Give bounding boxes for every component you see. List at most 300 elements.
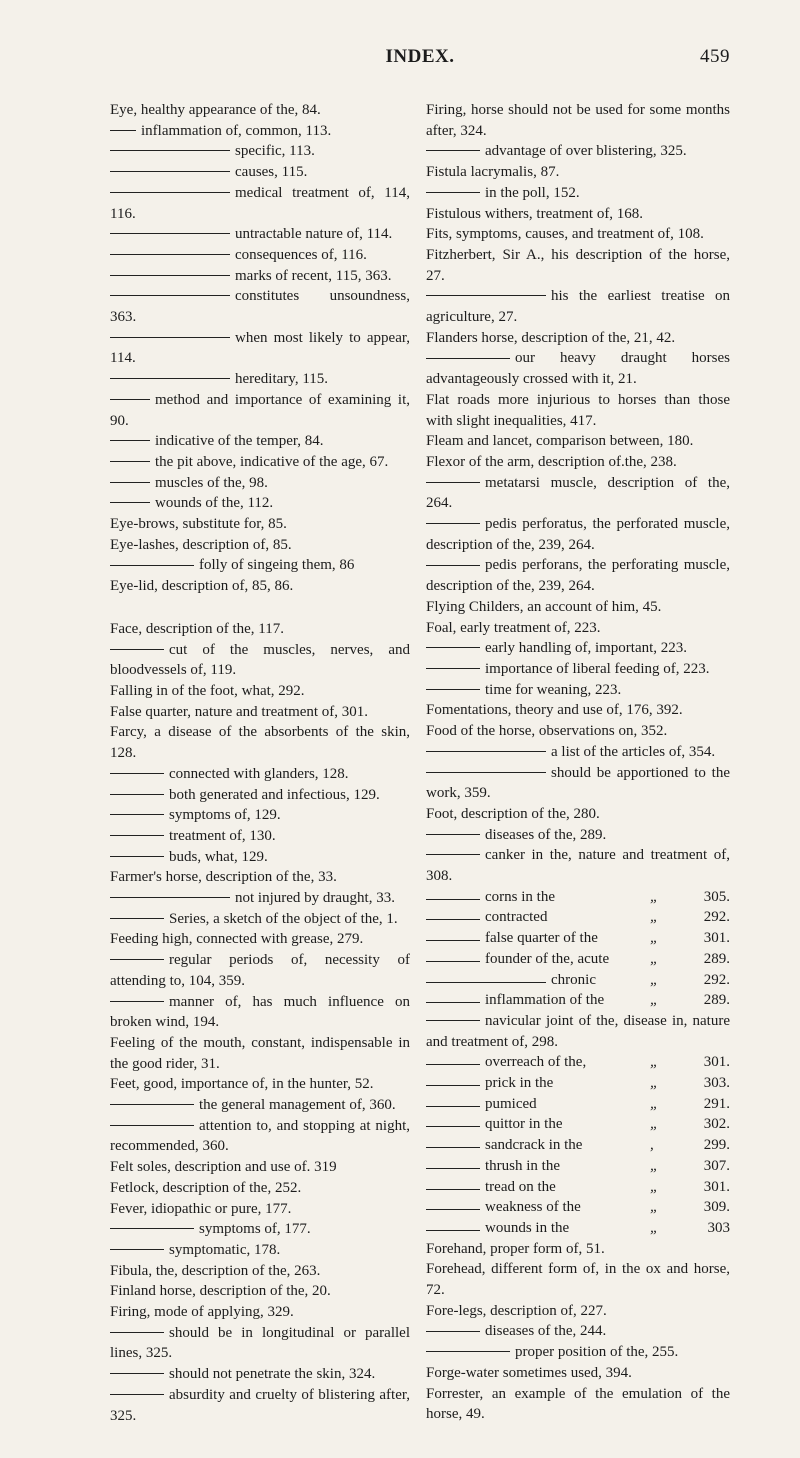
entry-text: founder of the, acute xyxy=(485,950,610,967)
index-entry xyxy=(426,1239,730,1260)
entry-text: Flanders horse, description of the, 21, 42. xyxy=(426,329,676,346)
entry-text: Feet, good, importance of, in the hunter, 52. xyxy=(110,1076,374,1093)
entry-text: wounds in the xyxy=(485,1219,570,1236)
entry-text: specific, 113. xyxy=(235,143,315,160)
index-column-right xyxy=(426,100,730,1425)
ditto-mark: „ xyxy=(650,1095,659,1112)
index-subentry xyxy=(110,847,410,868)
index-subentry xyxy=(110,473,410,494)
index-subentry xyxy=(110,1219,410,1240)
entry-text: False quarter, nature and treatment of, 301. xyxy=(110,703,369,720)
entry-text: Feeding high, connected with grease, 279. xyxy=(110,931,364,948)
index-subentry xyxy=(426,763,730,804)
entry-text: a list of the articles of, 354. xyxy=(551,743,716,760)
ditto-rule xyxy=(426,982,546,983)
index-entry xyxy=(110,1281,410,1302)
index-subentry xyxy=(110,950,410,991)
ditto-rule xyxy=(110,337,230,338)
ditto-rule xyxy=(110,856,164,857)
entry-text: tread on the xyxy=(485,1178,556,1195)
index-entry xyxy=(110,1302,410,1323)
entry-text: overreach of the, xyxy=(485,1054,587,1071)
entry-text: symptomatic, 178. xyxy=(169,1241,281,1258)
entry-text: inflammation of, common, 113. xyxy=(141,122,332,139)
entry-text: wounds of the, 112. xyxy=(155,495,274,512)
ditto-rule xyxy=(426,1189,480,1190)
entry-text: symptoms of, 129. xyxy=(169,807,281,824)
index-entry xyxy=(426,431,730,452)
ditto-rule xyxy=(426,919,480,920)
running-title: INDEX. xyxy=(385,46,455,67)
index-subentry xyxy=(110,1323,410,1364)
page-reference: 301. xyxy=(703,930,730,947)
ditto-rule xyxy=(426,1168,480,1169)
entry-text: time for weaning, 223. xyxy=(485,681,622,698)
index-subentry xyxy=(110,909,410,930)
index-subentry xyxy=(110,266,410,287)
index-subentry xyxy=(426,348,730,389)
index-entry xyxy=(110,867,410,888)
index-subentry xyxy=(426,555,730,596)
entry-text: Series, a sketch of the object of the, 1. xyxy=(169,910,398,927)
ditto-rule xyxy=(426,192,480,193)
entry-text: should not penetrate the skin, 324. xyxy=(169,1366,376,1383)
ditto-rule xyxy=(110,461,150,462)
ditto-rule xyxy=(426,482,480,483)
page-reference: 289. xyxy=(703,992,730,1009)
index-subentry xyxy=(426,949,730,970)
entry-text: Eye-lashes, description of, 85. xyxy=(110,536,292,553)
index-entry xyxy=(110,100,410,121)
index-subentry xyxy=(110,805,410,826)
ditto-rule xyxy=(110,440,150,441)
entry-text: should be in longitudinal or parallel lines, 325. xyxy=(110,1324,410,1362)
index-subentry xyxy=(426,1177,730,1198)
index-subentry xyxy=(110,992,410,1033)
index-subentry xyxy=(110,286,410,327)
entry-text: the general management of, 360. xyxy=(199,1097,396,1114)
ditto-rule xyxy=(110,171,230,172)
ditto-rule xyxy=(426,1230,480,1231)
index-subentry xyxy=(110,431,410,452)
entry-text: should be apportioned to the work, 359. xyxy=(426,764,730,802)
entry-text: muscles of the, 98. xyxy=(155,474,268,491)
ditto-rule xyxy=(426,854,480,855)
ditto-rule xyxy=(426,689,480,690)
index-subentry xyxy=(110,245,410,266)
index-entry xyxy=(110,619,410,640)
ditto-rule xyxy=(110,959,164,960)
ditto-mark: „ xyxy=(650,1199,659,1216)
index-subentry xyxy=(110,328,410,369)
ditto-mark: „ xyxy=(650,1219,659,1236)
index-entry xyxy=(426,1384,730,1425)
index-column-left xyxy=(110,100,410,1426)
index-subentry xyxy=(426,659,730,680)
ditto-rule xyxy=(110,130,136,131)
entry-text: Flat roads more injurious to horses than those with slight inequalities, 417. xyxy=(426,391,730,429)
index-entry xyxy=(426,618,730,639)
ditto-mark: „ xyxy=(650,888,659,905)
index-subentry xyxy=(426,1135,730,1156)
index-entry xyxy=(110,1261,410,1282)
index-subentry xyxy=(426,1052,730,1073)
entry-text: Fibula, the, description of the, 263. xyxy=(110,1262,321,1279)
index-subentry xyxy=(110,1385,410,1426)
index-entry xyxy=(426,1301,730,1322)
entry-text: absurdity and cruelty of blistering after, 325. xyxy=(110,1386,410,1424)
page-reference: 301. xyxy=(703,1178,730,1195)
index-entry xyxy=(110,1033,410,1074)
ditto-rule xyxy=(110,233,230,234)
entry-text: proper position of the, 255. xyxy=(515,1344,679,1361)
entry-text: Face, description of the, 117. xyxy=(110,620,284,637)
ditto-mark: „ xyxy=(650,992,659,1009)
page-reference: 292. xyxy=(703,909,730,926)
ditto-rule xyxy=(110,835,164,836)
index-subentry xyxy=(426,887,730,908)
entry-text: constitutes unsoundness, 363. xyxy=(110,288,410,326)
index-subentry xyxy=(110,369,410,390)
ditto-mark: „ xyxy=(650,1054,659,1071)
entry-text: Forehand, proper form of, 51. xyxy=(426,1240,605,1257)
ditto-rule xyxy=(110,814,164,815)
entry-text: diseases of the, 289. xyxy=(485,826,607,843)
index-subentry xyxy=(426,141,730,162)
ditto-rule xyxy=(426,1147,480,1148)
entry-text: in the poll, 152. xyxy=(485,184,580,201)
page-reference: 291. xyxy=(703,1095,730,1112)
ditto-rule xyxy=(426,1020,480,1021)
ditto-rule xyxy=(110,150,230,151)
index-entry xyxy=(110,702,410,723)
index-entry xyxy=(110,681,410,702)
index-subentry xyxy=(426,825,730,846)
entry-text: Eye-lid, description of, 85, 86. xyxy=(110,578,294,595)
index-entry xyxy=(426,452,730,473)
ditto-rule xyxy=(110,773,164,774)
entry-text: Farcy, a disease of the absorbents of the skin, 128. xyxy=(110,724,410,762)
index-entry xyxy=(426,804,730,825)
ditto-rule xyxy=(110,649,164,650)
index-entry xyxy=(426,597,730,618)
entry-text: Forehead, different form of, in the ox and horse, 72. xyxy=(426,1261,730,1299)
entry-text: navicular joint of the, disease in, nature and treatment of, 298. xyxy=(426,1012,730,1050)
entry-text: chronic xyxy=(551,971,596,988)
index-subentry xyxy=(426,1094,730,1115)
ditto-mark: „ xyxy=(650,1157,659,1174)
index-entry xyxy=(426,204,730,225)
entry-text: early handling of, important, 223. xyxy=(485,640,688,657)
entry-text: metatarsi muscle, description of the, 264. xyxy=(426,474,730,512)
ditto-rule xyxy=(426,751,546,752)
index-subentry xyxy=(110,390,410,431)
entry-text: consequences of, 116. xyxy=(235,246,367,263)
entry-text: his the earliest treatise on agriculture, 27. xyxy=(426,288,730,326)
index-entry xyxy=(426,224,730,245)
entry-text: Foot, description of the, 280. xyxy=(426,805,600,822)
ditto-mark: „ xyxy=(650,1116,659,1133)
ditto-mark: „ xyxy=(650,971,659,988)
ditto-rule xyxy=(426,358,510,359)
entry-text: Felt soles, description and use of. 319 xyxy=(110,1159,337,1176)
page-reference: 307. xyxy=(703,1157,730,1174)
ditto-rule xyxy=(426,1002,480,1003)
page-reference: 299. xyxy=(703,1137,730,1154)
ditto-rule xyxy=(426,523,480,524)
ditto-rule xyxy=(110,897,230,898)
entry-text: hereditary, 115. xyxy=(235,371,329,388)
index-subentry xyxy=(426,1114,730,1135)
entry-text: our heavy draught horses advantageously crossed with it, 21. xyxy=(426,350,730,388)
index-subentry xyxy=(110,555,410,576)
ditto-rule xyxy=(110,482,150,483)
entry-text: Fistulous withers, treatment of, 168. xyxy=(426,205,644,222)
ditto-rule xyxy=(426,834,480,835)
ditto-rule xyxy=(110,295,230,296)
ditto-rule xyxy=(110,794,164,795)
entry-text: pedis perforans, the perforating muscle, description of the, 239, 264. xyxy=(426,557,730,595)
entry-text: not injured by draught, 33. xyxy=(235,890,395,907)
index-subentry xyxy=(426,1342,730,1363)
ditto-rule xyxy=(426,1351,510,1352)
ditto-mark: , xyxy=(650,1137,654,1154)
index-subentry xyxy=(426,514,730,555)
ditto-mark: „ xyxy=(650,950,659,967)
page-reference: 303 xyxy=(707,1219,730,1236)
entry-text: symptoms of, 177. xyxy=(199,1221,311,1238)
ditto-rule xyxy=(110,1104,194,1105)
ditto-rule xyxy=(426,961,480,962)
ditto-rule xyxy=(110,1373,164,1374)
ditto-rule xyxy=(110,918,164,919)
index-subentry xyxy=(426,1197,730,1218)
entry-text: connected with glanders, 128. xyxy=(169,765,349,782)
entry-text: Farmer's horse, description of the, 33. xyxy=(110,869,337,886)
index-entry xyxy=(110,1074,410,1095)
entry-text: Forge-water sometimes used, 394. xyxy=(426,1364,632,1381)
index-subentry xyxy=(426,907,730,928)
entry-text: Fever, idiopathic or pure, 177. xyxy=(110,1200,292,1217)
entry-text: Fistula lacrymalis, 87. xyxy=(426,164,560,181)
entry-text: untractable nature of, 114. xyxy=(235,226,393,243)
ditto-mark: „ xyxy=(650,909,659,926)
entry-text: marks of recent, 115, 363. xyxy=(235,267,392,284)
ditto-mark: „ xyxy=(650,1178,659,1195)
entry-text: Finland horse, description of the, 20. xyxy=(110,1283,331,1300)
entry-text: thrush in the xyxy=(485,1157,560,1174)
index-subentry xyxy=(426,1321,730,1342)
index-subentry xyxy=(110,826,410,847)
index-subentry xyxy=(426,928,730,949)
page-reference: 303. xyxy=(703,1075,730,1092)
index-entry xyxy=(426,1259,730,1300)
ditto-mark: „ xyxy=(650,930,659,947)
index-subentry xyxy=(110,764,410,785)
entry-text: Falling in of the foot, what, 292. xyxy=(110,682,305,699)
index-subentry xyxy=(110,452,410,473)
ditto-rule xyxy=(426,1106,480,1107)
index-entry xyxy=(110,929,410,950)
ditto-rule xyxy=(426,565,480,566)
entry-text: Fetlock, description of the, 252. xyxy=(110,1179,302,1196)
entry-text: treatment of, 130. xyxy=(169,827,276,844)
ditto-rule xyxy=(110,1228,194,1229)
entry-text: Forrester, an example of the emulation of the horse, 49. xyxy=(426,1385,730,1423)
entry-text: canker in the, nature and treatment of, 308. xyxy=(426,847,730,885)
entry-text: pumiced xyxy=(485,1095,537,1112)
index-subentry xyxy=(110,162,410,183)
index-subentry xyxy=(426,638,730,659)
entry-text: advantage of over blistering, 325. xyxy=(485,143,687,160)
index-subentry xyxy=(426,1073,730,1094)
page-reference: 289. xyxy=(703,950,730,967)
ditto-rule xyxy=(110,254,230,255)
entry-text: Firing, mode of applying, 329. xyxy=(110,1304,294,1321)
entry-spacer xyxy=(110,597,410,619)
entry-text: sandcrack in the xyxy=(485,1137,583,1154)
index-subentry xyxy=(110,640,410,681)
page-number: 459 xyxy=(700,46,730,67)
index-subentry xyxy=(426,1218,730,1239)
entry-text: buds, what, 129. xyxy=(169,848,268,865)
ditto-rule xyxy=(110,399,150,400)
entry-text: causes, 115. xyxy=(235,164,308,181)
entry-text: Flying Childers, an account of him, 45. xyxy=(426,598,662,615)
entry-text: Flexor of the arm, description of.the, 238. xyxy=(426,453,677,470)
index-entry xyxy=(110,1178,410,1199)
index-subentry xyxy=(426,1011,730,1052)
ditto-rule xyxy=(110,192,230,193)
ditto-rule xyxy=(426,1064,480,1065)
index-subentry xyxy=(426,970,730,991)
index-entry xyxy=(110,722,410,763)
index-entry xyxy=(110,535,410,556)
ditto-rule xyxy=(426,647,480,648)
index-entry xyxy=(426,390,730,431)
index-subentry xyxy=(110,888,410,909)
entry-text: Firing, horse should not be used for some months after, 324. xyxy=(426,102,730,139)
entry-text: folly of singeing them, 86 xyxy=(199,557,355,574)
index-subentry xyxy=(110,1364,410,1385)
entry-text: Fits, symptoms, causes, and treatment of, 108. xyxy=(426,226,704,243)
ditto-rule xyxy=(426,1209,480,1210)
ditto-rule xyxy=(426,295,546,296)
entry-text: Fleam and lancet, comparison between, 180. xyxy=(426,433,694,450)
index-subentry xyxy=(426,680,730,701)
index-subentry xyxy=(426,286,730,327)
index-entry xyxy=(426,100,730,141)
index-subentry xyxy=(110,121,410,142)
ditto-rule xyxy=(426,668,480,669)
index-subentry xyxy=(426,845,730,886)
entry-text: the pit above, indicative of the age, 67. xyxy=(155,453,389,470)
index-subentry xyxy=(110,1095,410,1116)
index-subentry xyxy=(110,224,410,245)
ditto-rule xyxy=(426,1085,480,1086)
page-header xyxy=(110,46,730,76)
ditto-rule xyxy=(426,899,480,900)
ditto-rule xyxy=(110,1249,164,1250)
index-subentry xyxy=(426,742,730,763)
index-entry xyxy=(426,721,730,742)
index-entry xyxy=(110,1157,410,1178)
entry-text: pedis perforatus, the perforated muscle, description of the, 239, 264. xyxy=(426,516,730,553)
ditto-rule xyxy=(426,1331,480,1332)
ditto-rule xyxy=(110,1332,164,1333)
entry-text: weakness of the xyxy=(485,1199,581,1216)
ditto-rule xyxy=(426,772,546,773)
index-entry xyxy=(110,576,410,597)
entry-text: both generated and infectious, 129. xyxy=(169,786,380,803)
ditto-rule xyxy=(426,1126,480,1127)
entry-text: prick in the xyxy=(485,1075,554,1092)
entry-text: importance of liberal feeding of, 223. xyxy=(485,660,710,677)
ditto-rule xyxy=(110,565,194,566)
ditto-rule xyxy=(426,940,480,941)
ditto-mark: „ xyxy=(650,1075,659,1092)
ditto-rule xyxy=(426,150,480,151)
index-subentry xyxy=(426,1156,730,1177)
page-reference: 309. xyxy=(703,1199,730,1216)
index-subentry xyxy=(110,493,410,514)
entry-text: quittor in the xyxy=(485,1116,563,1133)
entry-text: method and importance of examining it, 90. xyxy=(110,391,410,429)
ditto-rule xyxy=(110,1125,194,1126)
entry-text: Fitzherbert, Sir A., his description of the horse, 27. xyxy=(426,246,730,284)
index-subentry xyxy=(426,183,730,204)
entry-text: diseases of the, 244. xyxy=(485,1323,607,1340)
entry-text: false quarter of the xyxy=(485,930,598,947)
ditto-rule xyxy=(110,1001,164,1002)
entry-text: Eye, healthy appearance of the, 84. xyxy=(110,102,321,118)
entry-text: when most likely to appear, 114. xyxy=(110,329,410,367)
ditto-rule xyxy=(110,502,150,503)
entry-text: Fore-legs, description of, 227. xyxy=(426,1302,607,1319)
index-subentry xyxy=(426,473,730,514)
entry-text: Food of the horse, observations on, 352. xyxy=(426,723,668,740)
entry-text: attention to, and stopping at night, recommended, 360. xyxy=(110,1117,410,1155)
entry-text: corns in the xyxy=(485,888,555,905)
index-entry xyxy=(110,1199,410,1220)
page-reference: 305. xyxy=(703,888,730,905)
index-subentry xyxy=(110,183,410,224)
entry-text: indicative of the temper, 84. xyxy=(155,433,324,450)
index-subentry xyxy=(110,1240,410,1261)
entry-text: contracted xyxy=(485,909,548,926)
entry-text: Foal, early treatment of, 223. xyxy=(426,619,601,636)
index-subentry xyxy=(110,1116,410,1157)
index-subentry xyxy=(110,785,410,806)
index-entry xyxy=(110,514,410,535)
entry-text: Feeling of the mouth, constant, indispensable in the good rider, 31. xyxy=(110,1034,410,1072)
entry-text: regular periods of, necessity of attending to, 104, 359. xyxy=(110,952,410,989)
entry-text: manner of, has much influence on broken wind, 194. xyxy=(110,993,410,1031)
page-reference: 292. xyxy=(703,971,730,988)
entry-text: Fomentations, theory and use of, 176, 392. xyxy=(426,702,683,719)
index-subentry xyxy=(110,141,410,162)
index-subentry xyxy=(426,990,730,1011)
ditto-rule xyxy=(110,378,230,379)
entry-text: cut of the muscles, nerves, and bloodvessels of, 119. xyxy=(110,641,410,679)
index-entry xyxy=(426,700,730,721)
ditto-rule xyxy=(110,1394,164,1395)
entry-text: inflammation of the xyxy=(485,992,605,1009)
page-reference: 301. xyxy=(703,1054,730,1071)
index-entry xyxy=(426,245,730,286)
index-entry xyxy=(426,328,730,349)
page-reference: 302. xyxy=(703,1116,730,1133)
